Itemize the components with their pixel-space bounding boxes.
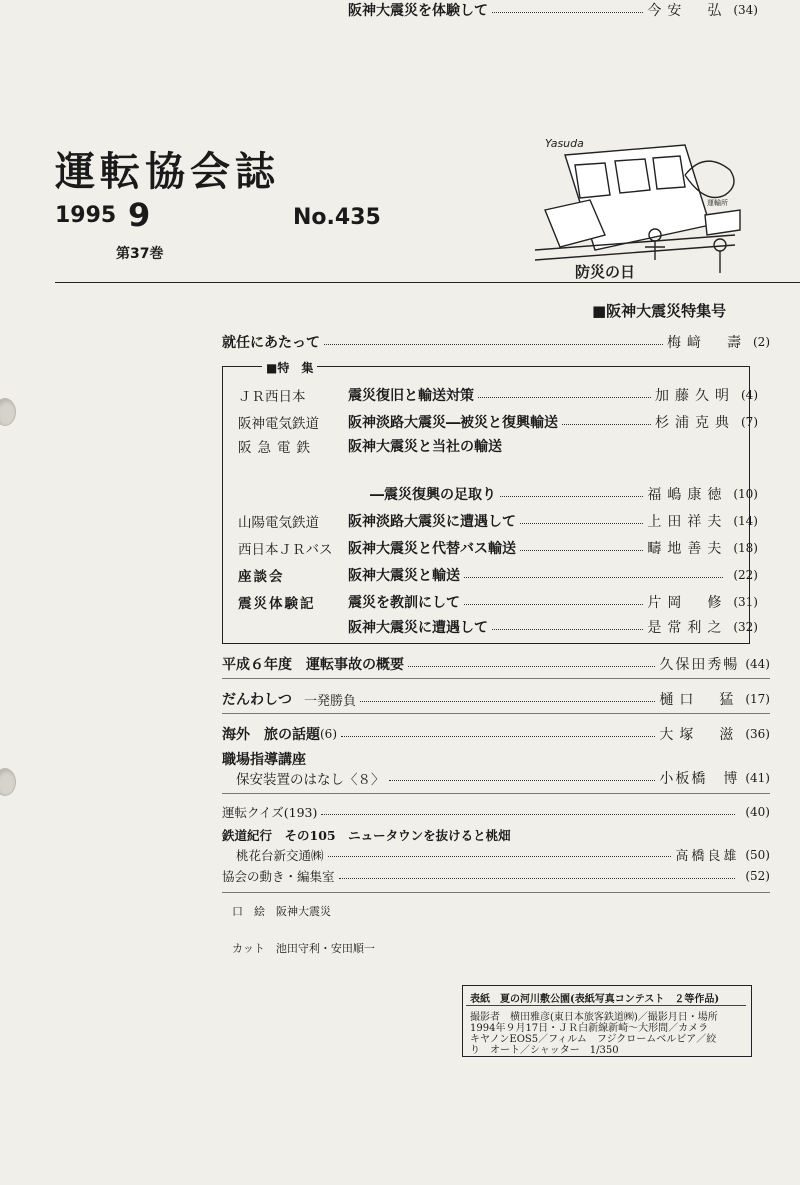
- issue-month: 9: [128, 196, 151, 234]
- toc-quiz-page: (40): [745, 805, 770, 819]
- toc-inaugural-author: 梅﨑 壽: [667, 335, 747, 351]
- toc-danwashitsu[interactable]: [222, 689, 770, 709]
- issue-year: 1995: [55, 203, 117, 228]
- toc-overseas-num: (6): [320, 727, 337, 741]
- toc-railtrip-title: 鉄道紀行 その105 ニュータウンを抜けると桃畑: [222, 828, 511, 843]
- feature-author: 杉浦克典: [655, 415, 735, 431]
- toc-overseas-title: 海外 旅の話題: [222, 727, 320, 743]
- toc-workplace-title-row[interactable]: [222, 749, 306, 769]
- dot-leader: [341, 736, 655, 737]
- cover-info-line4: キヤノンEOS5／フィルム フジクロームベルビア／絞: [470, 1034, 717, 1045]
- dot-leader: [464, 577, 723, 578]
- rule-3: [222, 793, 770, 794]
- toc-accident-title: 平成６年度 運転事故の概要: [222, 657, 404, 673]
- rule-4: [222, 892, 770, 893]
- frontispiece-credit: 口 絵 阪神大震災: [232, 905, 331, 918]
- cover-info-line2: 撮影者 横田雅彦(東日本旅客鉄道㈱)／撮影月日・場所: [470, 1012, 718, 1023]
- dot-leader: [562, 424, 651, 425]
- toc-association-title: 協会の動き・編集室: [222, 869, 335, 884]
- toc-danwashitsu-author: 樋口 猛: [659, 692, 740, 708]
- dot-leader: [360, 701, 655, 702]
- feature-category: 震災体験記: [238, 596, 316, 612]
- feature-page: (22): [733, 568, 758, 582]
- magazine-title: 運転協会誌: [55, 149, 280, 195]
- feature-category: 阪神電気鉄道: [238, 416, 319, 432]
- feature-title: 阪神淡路大震災―被災と復興輸送: [348, 415, 558, 431]
- feature-title: 震災を教訓にして: [348, 595, 460, 611]
- masthead-rule: [55, 282, 800, 283]
- feature-category: ＪＲ西日本: [238, 389, 306, 405]
- toc-inaugural[interactable]: [222, 332, 770, 352]
- toc-railtrip-author: 高橋良雄: [675, 849, 740, 864]
- illustration-caption: 防災の日: [575, 263, 636, 281]
- dot-leader: [492, 629, 643, 630]
- toc-inaugural-page: (2): [753, 335, 770, 349]
- feature-author: 是常利之: [647, 620, 728, 636]
- toc-workplace-title: 職場指導講座: [222, 752, 306, 768]
- toc-accident[interactable]: [222, 654, 770, 674]
- dot-leader: [478, 397, 651, 398]
- dot-leader: [321, 814, 735, 815]
- feature-item[interactable]: [238, 538, 758, 558]
- dot-leader: [492, 12, 643, 13]
- toc-workplace[interactable]: [236, 768, 770, 788]
- dot-leader: [389, 780, 656, 781]
- feature-category: 山陽電気鉄道: [238, 515, 319, 531]
- toc-workplace-sub: 保安装置のはなし〈８〉: [236, 772, 385, 788]
- feature-item[interactable]: [238, 0, 758, 20]
- feature-page: (7): [741, 415, 758, 429]
- feature-label: ■特 集: [262, 359, 317, 376]
- feature-title: 阪神大震災に遭遇して: [348, 620, 488, 636]
- toc-railtrip-page: (50): [745, 847, 770, 862]
- toc-workplace-author: 小板橋 博: [659, 771, 740, 787]
- illustration-signature: Yasuda: [545, 137, 584, 150]
- feature-page: (31): [733, 595, 758, 609]
- dot-leader: [339, 878, 736, 879]
- feature-item[interactable]: [238, 617, 758, 637]
- toc-danwashitsu-sub: 一発勝負: [304, 693, 357, 709]
- cut-credit: カット 池田守利・安田順一: [232, 942, 375, 955]
- cover-info-line5: り オート／シャッター 1/350: [470, 1045, 619, 1056]
- dot-leader: [408, 666, 655, 667]
- feature-author: 福嶋康徳: [647, 487, 728, 503]
- feature-subtitle: ―震災復興の足取り: [370, 487, 496, 503]
- punch-hole-bottom: [0, 768, 16, 796]
- feature-title: 阪神大震災と輸送: [348, 568, 460, 584]
- feature-item[interactable]: [238, 436, 758, 456]
- feature-page: (18): [733, 541, 758, 555]
- feature-author: 片岡 修: [647, 595, 728, 611]
- feature-author: 上田祥夫: [647, 514, 728, 530]
- issue-number: No.435: [293, 205, 381, 230]
- feature-item[interactable]: [238, 592, 758, 612]
- toc-accident-author: 久保田秀暢: [659, 657, 740, 673]
- toc-inaugural-title: 就任にあたって: [222, 335, 320, 351]
- toc-railtrip[interactable]: [236, 845, 770, 864]
- feature-title: 阪神大震災を体験して: [348, 3, 488, 19]
- feature-item-continued[interactable]: [370, 484, 758, 504]
- feature-title: 阪神大震災と当社の輸送: [348, 439, 502, 455]
- dot-leader: [520, 523, 643, 524]
- cover-info-line1: 表紙 夏の河川敷公園(表紙写真コンテスト ２等作品): [470, 994, 720, 1005]
- toc-accident-page: (44): [745, 657, 770, 671]
- cover-info-line3: 1994年９月17日・ＪＲ白新線新崎～大形間／カメラ: [470, 1023, 709, 1034]
- toc-overseas-page: (36): [745, 727, 770, 741]
- feature-item[interactable]: [238, 511, 758, 531]
- rule-1: [222, 678, 770, 679]
- cover-info-rule: [466, 1005, 746, 1006]
- feature-category: 西日本ＪＲバス: [238, 542, 333, 558]
- toc-association-page: (52): [745, 869, 770, 883]
- feature-page: (32): [733, 620, 758, 634]
- toc-workplace-page: (41): [745, 771, 770, 785]
- punch-hole-top: [0, 398, 16, 426]
- toc-railtrip-title-row[interactable]: [222, 826, 511, 844]
- dot-leader: [328, 856, 672, 857]
- feature-author: 加藤久明: [655, 388, 735, 404]
- feature-item[interactable]: [238, 412, 758, 432]
- feature-author: 疇地善夫: [647, 541, 728, 557]
- feature-item[interactable]: [238, 385, 758, 405]
- dot-leader: [500, 496, 643, 497]
- disaster-prevention-illustration: [535, 135, 750, 285]
- feature-page: (34): [733, 3, 758, 17]
- rule-2: [222, 713, 770, 714]
- feature-title: 阪神淡路大震災に遭遇して: [348, 514, 516, 530]
- toc-danwashitsu-page: (17): [745, 692, 770, 706]
- dot-leader: [520, 550, 643, 551]
- toc-association[interactable]: [222, 867, 770, 885]
- dot-leader: [324, 344, 663, 345]
- feature-item[interactable]: [238, 565, 758, 585]
- toc-railtrip-sub: 桃花台新交通㈱: [236, 847, 324, 863]
- special-issue-label: ■阪神大震災特集号: [592, 302, 727, 320]
- dot-leader: [464, 604, 643, 605]
- toc-quiz-title: 運転クイズ(193): [222, 805, 318, 820]
- feature-author: 今安 弘: [647, 3, 728, 19]
- toc-overseas[interactable]: [222, 724, 770, 744]
- feature-title: 阪神大震災と代替バス輸送: [348, 541, 516, 557]
- toc-quiz[interactable]: [222, 803, 770, 821]
- feature-page: (4): [741, 388, 758, 402]
- feature-title: 震災復旧と輸送対策: [348, 388, 474, 404]
- toc-overseas-author: 大塚 滋: [659, 727, 740, 743]
- issue-volume: 第37巻: [116, 246, 164, 262]
- feature-page: (10): [733, 487, 758, 501]
- feature-page: (14): [733, 514, 758, 528]
- feature-category: 阪急電鉄: [238, 440, 316, 456]
- illustration-sign: 運輸所: [707, 199, 728, 207]
- toc-danwashitsu-title: だんわしつ: [222, 692, 292, 708]
- feature-category: 座談会: [238, 569, 285, 585]
